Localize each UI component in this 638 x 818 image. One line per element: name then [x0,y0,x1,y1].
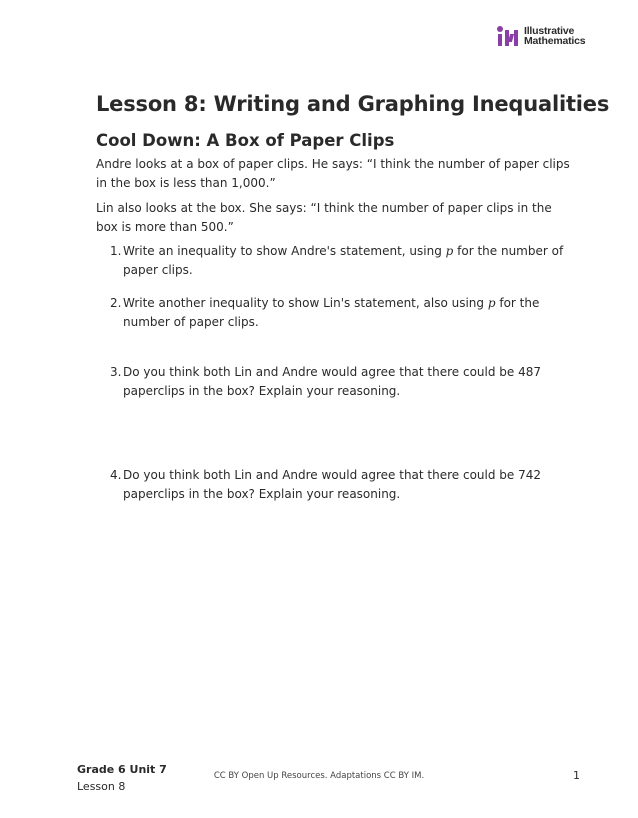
question-4 [110,466,570,504]
page-number: 1 [573,769,580,782]
andre-statement: Andre looks at a box of paper clips. He says: “I think the number of paper clips in the box is less than 1,000.” [96,157,570,190]
question-number: 4. [110,468,122,482]
question-text: Write another inequality to show Lin's statement, also using p for the number of paper clips. [123,296,540,329]
variable-p: p [487,296,496,310]
logo-wordmark [524,26,585,46]
question-text: Do you think both Lin and Andre would agree that there could be 487 paperclips in the box? Explain your reasoning. [123,365,542,398]
question-text: Write an inequality to show Andre's statement, using p for the number of paper clips. [123,244,564,277]
lesson-title: Lesson 8: Writing and Graphing Inequalities [96,92,610,116]
footer-license: CC BY Open Up Resources. Adaptations CC BY IM. [213,771,425,781]
footer-lesson: Lesson 8 [77,780,126,793]
question-text: Do you think both Lin and Andre would agree that there could be 742 paperclips in the box? Explain your reasoning. [123,468,542,501]
question-number: 2. [110,296,122,310]
question-number: 3. [110,365,122,379]
logo-line-2: Mathematics [524,35,586,47]
question-1 [110,242,570,280]
question-number: 1. [110,244,122,258]
footer-unit: Grade 6 Unit 7 [77,763,167,776]
lin-statement: Lin also looks at the box. She says: “I think the number of paper clips in the box is more than 500.” [96,201,552,234]
question-3 [110,363,570,401]
logo-line-1: Illustrative [524,25,575,37]
im-logo-icon [496,26,520,46]
variable-p: p [445,244,454,258]
question-2 [110,294,570,332]
cool-down-title: Cool Down: A Box of Paper Clips [96,131,395,150]
illustrative-mathematics-logo [496,26,585,46]
